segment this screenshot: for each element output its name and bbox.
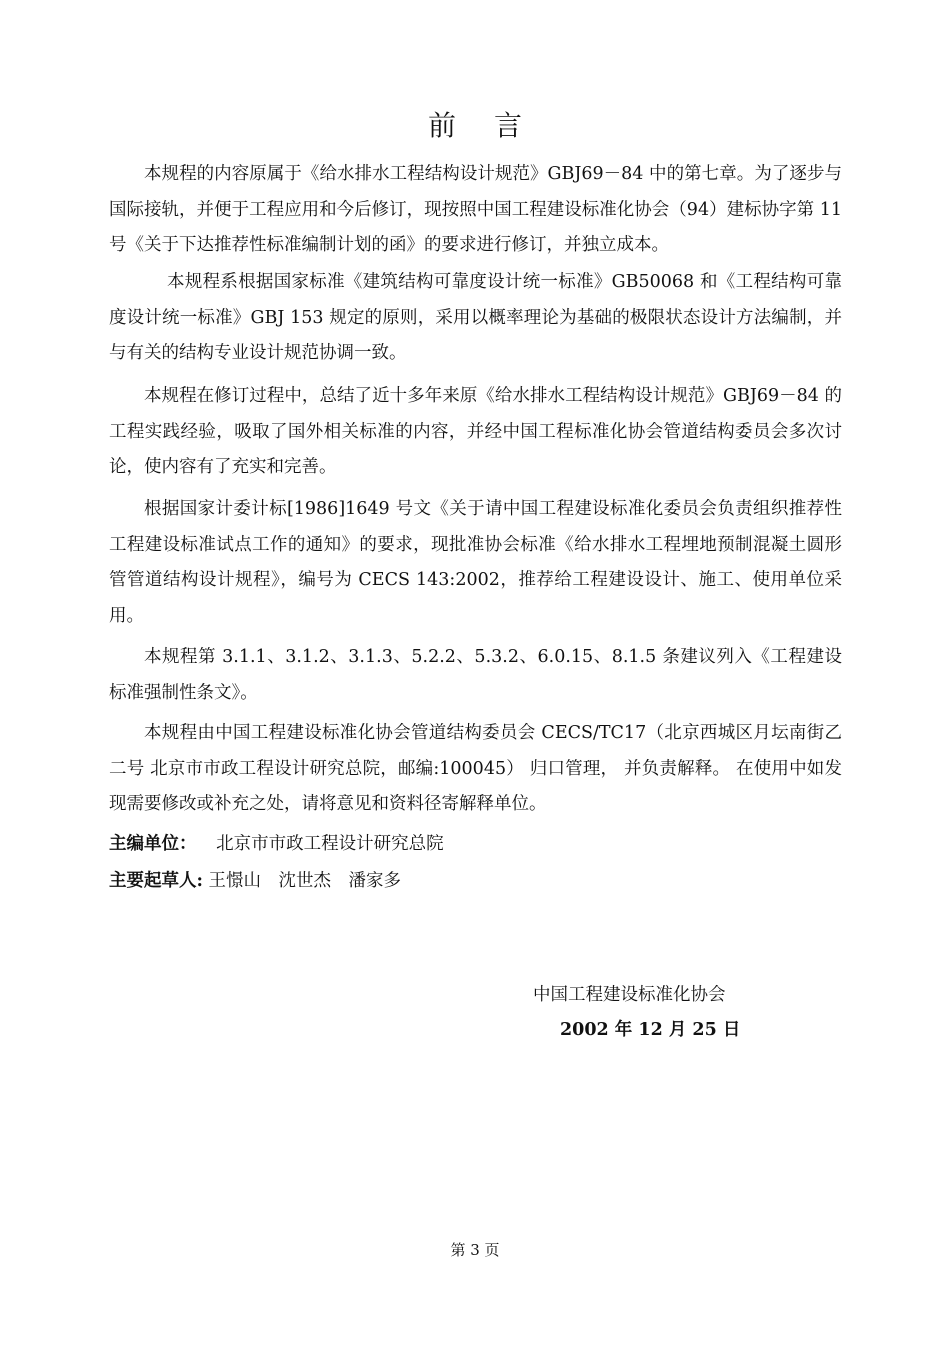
paragraph-revision: 本规程在修订过程中，总结了近十多年来原《给水排水工程结构设计规范》GBJ69－84 的工程实践经验，吸取了国外相关标准的内容，并经中国工程标准化协会管道结构委员会多次讨论，使内容有了充实和完善。 — [109, 386, 842, 477]
drafters-label: 主要起草人: — [109, 871, 203, 891]
paragraph-basis: 本规程系根据国家标准《建筑结构可靠度设计统一标准》GB50068 和《工程结构可靠度设计统一标准》GBJ 153 规定的原则，采用以概率理论为基础的极限状态设计方法编制，并与有关的结构专业设计规范协调一致。 — [109, 272, 842, 363]
paragraph-mandatory-clauses: 本规程第 3.1.1、3.1.2、3.1.3、5.2.2、5.3.2、6.0.15、8.1.5 条建议列入《工程建设标准强制性条文》。 — [109, 647, 842, 703]
editor-unit-label: 主编单位： — [109, 834, 197, 854]
paragraph-administration: 本规程由中国工程建设标准化协会管道结构委员会 CECS/TC17（北京西城区月坛南街乙二号 北京市市政工程设计研究总院，邮编:100045） 归口管理， 并负责解释。 在使用中如发现需要修改或补充之处，请将意见和资料径寄解释单位。 — [109, 723, 842, 814]
editor-unit-value: 北京市市政工程设计研究总院 — [216, 834, 444, 854]
editor-unit-line — [109, 829, 444, 859]
page-number: 第 3 页 — [450, 1241, 500, 1259]
drafters-line — [109, 866, 401, 896]
signature-organization: 中国工程建设标准化协会 — [533, 985, 726, 1005]
page-title: 前言 — [427, 109, 560, 142]
signature-date: 2002 年 12 月 25 日 — [560, 1020, 741, 1040]
paragraph-origin: 本规程的内容原属于《给水排水工程结构设计规范》GBJ69－84 中的第七章。为了逐步与国际接轨，并便于工程应用和今后修订，现按照中国工程建设标准化协会（94）建标协字第 11 号《关于下达推荐性标准编制计划的函》的要求进行修订，并独立成本。 — [109, 164, 842, 255]
paragraph-approval: 根据国家计委计标[1986]1649 号文《关于请中国工程建设标准化委员会负责组织推荐性工程建设标准试点工作的通知》的要求，现批准协会标准《给水排水工程埋地预制混凝土圆形管管道结构设计规程》，编号为 CECS 143:2002，推荐给工程建设设计、施工、使用单位采用。 — [109, 499, 842, 626]
drafters-value: 王憬山 沈世杰 潘家多 — [208, 871, 402, 891]
